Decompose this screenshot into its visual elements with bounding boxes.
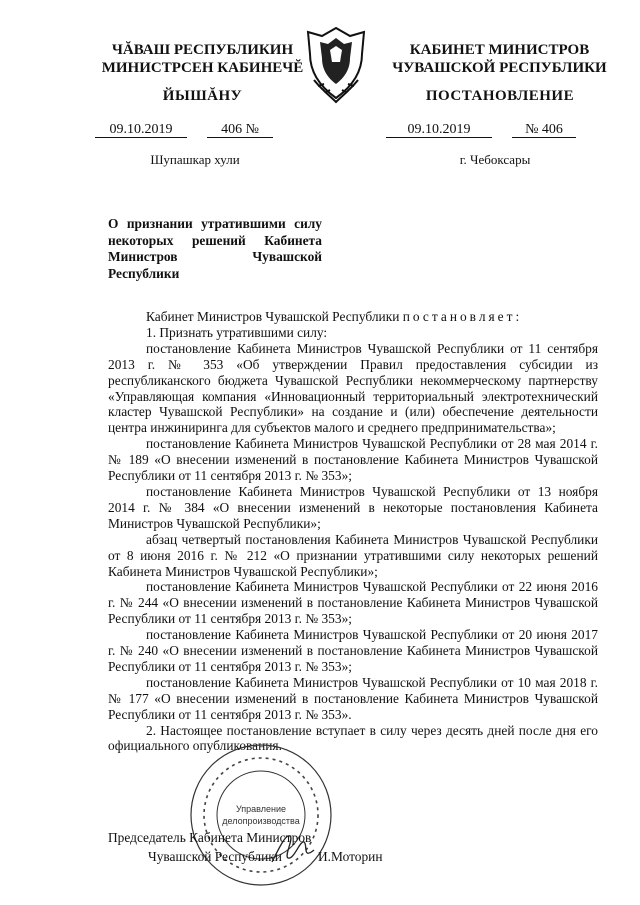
doc-type-russian: ПОСТАНОВЛЕНИЕ <box>425 88 575 104</box>
body-paragraph-7: постановление Кабинета Министров Чувашской Республики от 10 мая 2018 г. № 177 «О внесении изменений в постановление Кабинета Министров Чувашской Республики от 11 сентября 2013 г. № 353». <box>108 674 598 722</box>
date-right: 09.10.2019 <box>386 122 492 138</box>
item-2: 2. Настоящее постановление вступает в силу через десять дней после дня его официального опубликования. <box>108 722 598 754</box>
document-title: О признании утратившими силу некоторых решений Кабинета Министров Чувашской Республики <box>108 216 322 281</box>
body-paragraph-1: постановление Кабинета Министров Чувашской Республики от 11 сентября 2013 г. № 353 «Об утверждении Правил предоставления субсидии из республиканского бюджета Чувашской Республики некоммерческому партнерству «Управляющая компания «Инновационный территориальный электротехнический кластер Чувашской Республики» на создание и (или) обеспечение деятельности центра инжиниринга для субъектов малого и среднего предпринимательства»; <box>108 340 598 436</box>
date-left: 09.10.2019 <box>95 122 187 138</box>
number-right: № 406 <box>512 122 576 138</box>
header-left-line1: ЧĂВАШ РЕСПУБЛИКИН <box>111 42 294 58</box>
item-1: 1. Признать утратившими силу: <box>146 324 328 340</box>
chuvash-emblem-icon <box>300 24 372 106</box>
body-paragraph-6: постановление Кабинета Министров Чувашской Республики от 20 июня 2017 г. № 240 «О внесении изменений в постановление Кабинета Министров Чувашской Республики от 11 сентября 2013 г. № 353»; <box>108 627 598 674</box>
body-paragraph-3: постановление Кабинета Министров Чувашской Республики от 13 ноября 2014 г. № 384 «О внесении изменений в некоторые постановления Кабинета Министров Чувашской Республики»; <box>108 483 598 531</box>
stamp-center-line2: делопроизводства <box>222 816 300 826</box>
signature-name: И.Моторин <box>318 849 383 864</box>
body-paragraph-2: постановление Кабинета Министров Чувашской Республики от 28 мая 2014 г. № 189 «О внесении изменений в постановление Кабинета Министров Чувашской Республики от 11 сентября 2013 г. № 353»; <box>108 436 598 484</box>
header-left-line2: МИНИСТРСЕН КАБИНЕЧĔ <box>101 60 304 76</box>
intro-paragraph <box>108 309 598 325</box>
place-russian: г. Чебоксары <box>459 152 531 167</box>
document-body <box>108 309 598 754</box>
header-right-line2: ЧУВАШСКОЙ РЕСПУБЛИКИ <box>392 60 607 76</box>
signature-position-line1: Председатель Кабинета Министров <box>108 830 312 845</box>
body-paragraph-4: абзац четвертый постановления Кабинета Министров Чувашской Республики от 8 июня 2016 г. № 212 «О признании утратившими силу некоторых решений Кабинета Министров Чувашской Республики»; <box>108 531 598 579</box>
intro-prefix: Кабинет Министров Чувашской Республики <box>146 309 403 324</box>
signature-position-line2: Чувашской Республики <box>148 849 282 864</box>
header-right-line1: КАБИНЕТ МИНИСТРОВ <box>409 42 590 58</box>
body-paragraph-5: постановление Кабинета Министров Чувашской Республики от 22 июня 2016 г. № 244 «О внесении изменений в постановление Кабинета Министров Чувашской Республики от 11 сентября 2013 г. № 353»; <box>108 579 598 627</box>
place-chuvash: Шупашкар хули <box>150 152 240 167</box>
stamp-center-line1: Управление <box>235 804 287 814</box>
handwritten-signature-icon <box>268 826 318 870</box>
number-left: 406 № <box>207 122 273 138</box>
ministry-name-chuvash <box>95 41 310 77</box>
doc-type-chuvash: ЙЫШĂНУ <box>162 88 243 104</box>
cabinet-name-russian <box>392 41 607 77</box>
intro-verb: постановляет: <box>402 309 523 324</box>
